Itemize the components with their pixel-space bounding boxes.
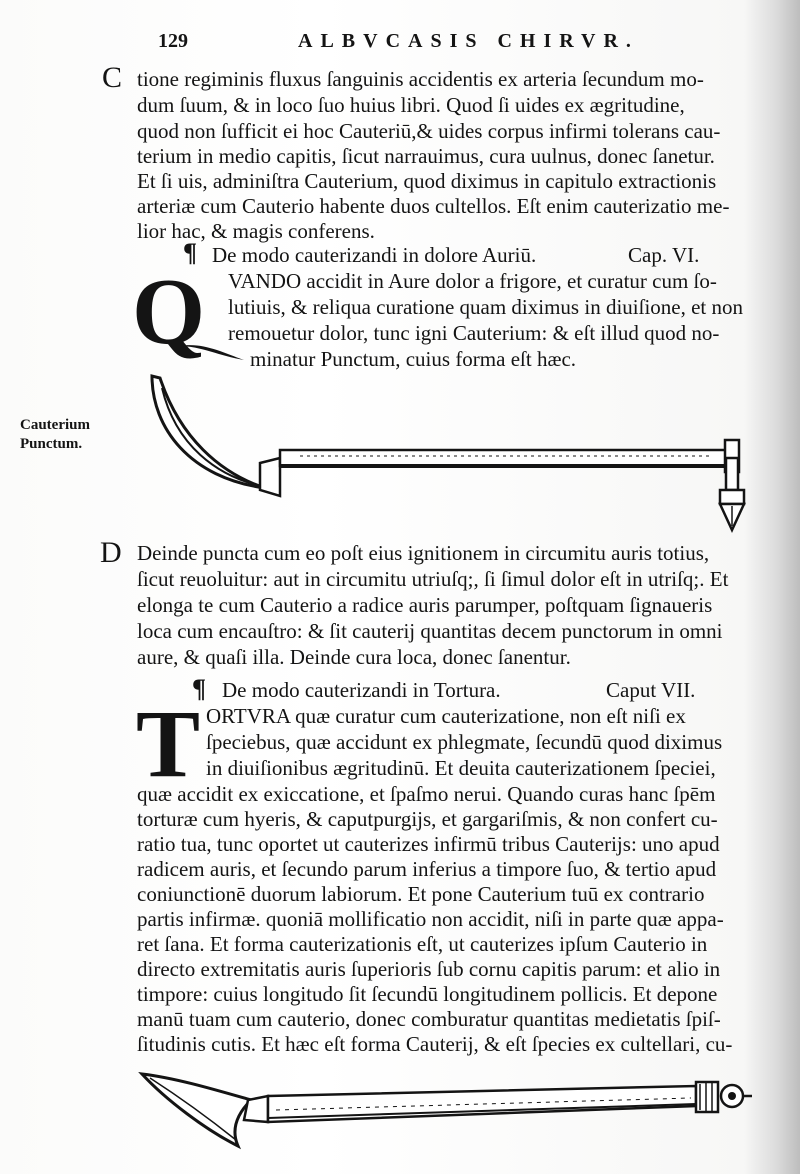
text-line: lutiuis, & reliqua curatione quam diximus in diuiſione, et non bbox=[228, 295, 744, 319]
text-line: aure, & quaſi illa. Deinde cura loca, donec ſanentur. bbox=[137, 645, 571, 669]
marginal-note-line: Cauterium bbox=[20, 417, 90, 433]
text-line: ORTVRA quæ curatur cum cauterizatione, non eſt niſi ex bbox=[206, 704, 686, 728]
text-line: ſpeciebus, quæ accidunt ex phlegmate, ſecundū quod diximus bbox=[206, 730, 723, 754]
text-line: remouetur dolor, tunc igni Cauterium: & eſt illud quod no- bbox=[228, 321, 720, 345]
text-line: dum ſuum, & in loco ſuo huius libri. Quod ſi uides ex ægritudine, bbox=[137, 93, 685, 117]
text-line: in diuiſionibus ægritudinū. Et deuita cauterizationem ſpeciei, bbox=[206, 756, 716, 780]
text-line: radicem auris, et ſecundo parum inferius a timpore ſuo, & tertio apud bbox=[137, 857, 717, 881]
text-line: loca cum encauſtro: & ſit cauterij quantitas decem punctorum in omni bbox=[137, 619, 723, 643]
cautery-punctum-illustration bbox=[140, 368, 750, 538]
chapter-number: Caput VII. bbox=[606, 678, 696, 702]
running-head-title: ALBVCASIS CHIRVR. bbox=[298, 30, 639, 52]
text-line: manū tuam cum cauterio, donec comburatur quantitas medietatis ſpiſ- bbox=[137, 1007, 721, 1031]
lettrine-t: T bbox=[136, 690, 201, 797]
lettrine-q: Q bbox=[132, 260, 206, 364]
pilcrow-icon: ¶ bbox=[183, 238, 198, 267]
text-line: Deinde puncta cum eo poſt eius ignitionem in circumitu auris totius, bbox=[137, 541, 710, 565]
text-line: tione regiminis fluxus ſanguinis accidentis ex arteria ſecundum mo- bbox=[137, 67, 704, 91]
text-line: ſitudinis cutis. Et hæc eſt forma Cauterij, & eſt ſpecies ex cultellari, cu- bbox=[137, 1032, 733, 1056]
page-number: 129 bbox=[158, 30, 188, 52]
text-line: ret ſana. Et forma cauterizationis eſt, ut cauterizes ipſum Cauterio in bbox=[137, 932, 708, 956]
text-line: ratio tua, tunc oportet ut cauterizes infirmū tribus Cauterijs: uno apud bbox=[137, 832, 720, 856]
text-line: coniunctionē duorum labiorum. Et pone Cauterium tuū ex contrario bbox=[137, 882, 705, 906]
text-line: ſicut reuoluitur: aut in circumitu utriuſq;, ſi ſimul dolor eſt in utriſq;. Et bbox=[137, 567, 729, 591]
text-line: torturæ cum hyeris, & caputpurgijs, et gargariſmis, & non confert cu- bbox=[137, 807, 718, 831]
pilcrow-icon: ¶ bbox=[192, 674, 207, 703]
cautery-cultellaris-illustration bbox=[136, 1060, 756, 1150]
text-line: quod non ſufficit ei hoc Cauteriū,& uides corpus infirmi tolerans cau- bbox=[137, 119, 721, 143]
text-line: minatur Punctum, cuius forma eſt hæc. bbox=[250, 347, 577, 371]
text-line: VANDO accidit in Aure dolor a frigore, et curatur cum ſo- bbox=[228, 269, 717, 293]
chapter-number: Cap. VI. bbox=[628, 243, 700, 267]
text-line: partis infirmæ. quoniā mollificatio non accidit, niſi in parte quæ appa- bbox=[137, 907, 724, 931]
text-line: terium in medio capitis, ſicut narrauimus, cura uulnus, donec ſanetur. bbox=[137, 144, 715, 168]
marginal-note-line: Punctum. bbox=[20, 436, 83, 452]
chapter-heading: De modo cauterizandi in Tortura. bbox=[222, 678, 501, 702]
text-line: timpore: cuius longitudo ſit ſecundū longitudinem pollicis. Et depone bbox=[137, 982, 718, 1006]
running-header bbox=[158, 30, 678, 56]
text-line: lior hac, & magis conferens. bbox=[137, 219, 375, 243]
paragraph-capital-d: D bbox=[100, 536, 122, 569]
text-line: Et ſi uis, adminiſtra Cauterium, quod diximus in capitulo extractionis bbox=[137, 169, 717, 193]
text-line: elonga te cum Cauterio a radice auris parumper, poſtquam ſignaueris bbox=[137, 593, 713, 617]
text-line: quæ accidit ex exiccatione, et ſpaſmo nerui. Quando curas hanc ſpēm bbox=[137, 782, 716, 806]
text-line: directo extremitatis auris ſuperioris ſub cornu capitis parum: et alio in bbox=[137, 957, 721, 981]
text-line: arteriæ cum Cauterio habente duos cultellos. Eſt enim cauterizatio me- bbox=[137, 194, 730, 218]
paragraph-capital-c: C bbox=[102, 61, 123, 94]
chapter-heading: De modo cauterizandi in dolore Auriū. bbox=[212, 243, 537, 267]
